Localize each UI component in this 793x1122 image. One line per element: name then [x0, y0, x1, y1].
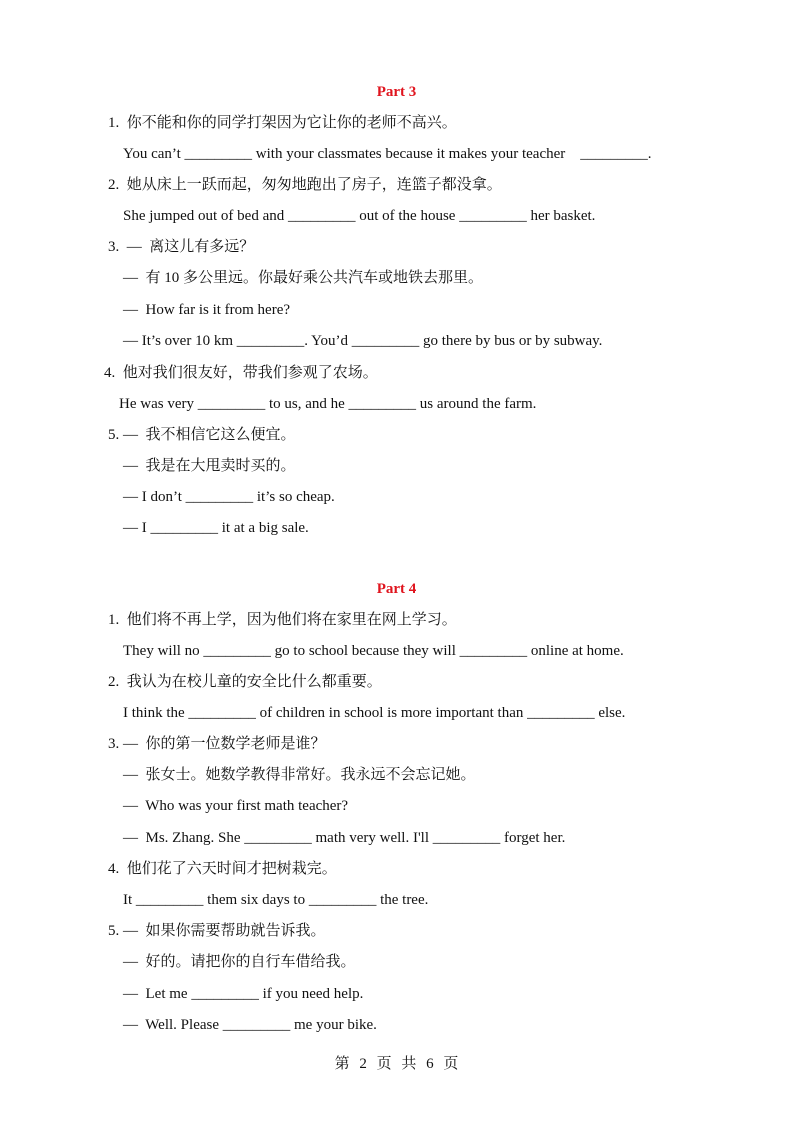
answer-line: It _________ them six days to _________ the tree.	[123, 892, 429, 908]
question-line: 3. — 离这儿有多远？	[108, 239, 255, 255]
question-line: — 我是在大甩卖时买的。	[123, 458, 296, 474]
answer-line: — I _________ it at a big sale.	[123, 520, 309, 536]
part3-heading: Part 3	[376, 84, 417, 100]
answer-line: — Let me _________ if you need help.	[123, 986, 364, 1002]
question-line: 4. 他对我们很友好，带我们参观了农场。	[104, 365, 378, 381]
question-line: — 张女士。她数学教得非常好。我永远不会忘记她。	[123, 767, 476, 783]
question-line: 3. — 你的第一位数学老师是谁？	[108, 736, 326, 752]
answer-line: — Ms. Zhang. She _________ math very well. I'll _________ forget her.	[123, 830, 566, 846]
answer-line: They will no _________ go to school because they will _________ online at home.	[123, 643, 624, 659]
answer-line: — It’s over 10 km _________. You’d _________ go there by bus or by subway.	[123, 333, 603, 349]
question-line: 2. 我认为在校儿童的安全比什么都重要。	[108, 674, 382, 690]
question-line: 1. 他们将不再上学，因为他们将在家里在网上学习。	[108, 612, 457, 628]
question-line: 4. 他们花了六天时间才把树栽完。	[108, 861, 337, 877]
page-number-footer: 第 2 页 共 6 页	[334, 1056, 459, 1072]
answer-line: — How far is it from here?	[123, 302, 291, 318]
question-line: 1. 你不能和你的同学打架因为它让你的老师不高兴。	[108, 115, 457, 131]
question-line: — 好的。请把你的自行车借给我。	[123, 954, 356, 970]
part4-heading: Part 4	[376, 581, 417, 597]
answer-line: I think the _________ of children in school is more important than _________ else.	[123, 705, 626, 721]
answer-line: — I don’t _________ it’s so cheap.	[123, 489, 335, 505]
question-line: 5. — 如果你需要帮助就告诉我。	[108, 923, 326, 939]
answer-line: — Well. Please _________ me your bike.	[123, 1017, 377, 1033]
question-line: 5. — 我不相信它这么便宜。	[108, 427, 296, 443]
answer-line: You can’t _________ with your classmates because it makes your teacher _________.	[123, 146, 652, 162]
question-line: — 有 10 多公里远。你最好乘公共汽车或地铁去那里。	[123, 270, 484, 286]
answer-line: He was very _________ to us, and he _________ us around the farm.	[119, 396, 537, 412]
question-line: 2. 她从床上一跃而起，匆匆地跑出了房子，连篮子都没拿。	[108, 177, 502, 193]
answer-line: — Who was your first math teacher?	[123, 798, 349, 814]
answer-line: She jumped out of bed and _________ out of the house _________ her basket.	[123, 208, 596, 224]
